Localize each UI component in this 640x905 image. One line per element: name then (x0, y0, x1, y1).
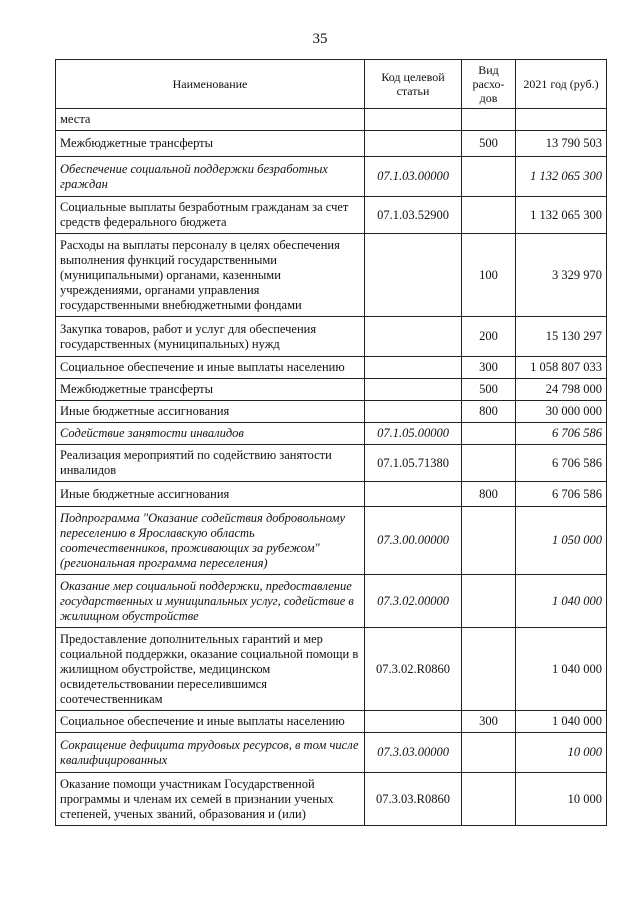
cell-name: Закупка товаров, работ и услуг для обеспечения государственных (муниципальных) нужд (56, 317, 365, 357)
cell-amount: 1 050 000 (516, 507, 607, 575)
table-row (56, 445, 607, 482)
cell-kind: 800 (462, 401, 516, 423)
cell-code: 07.3.02.00000 (365, 575, 462, 628)
table-row (56, 131, 607, 157)
cell-kind (462, 773, 516, 826)
table-row (56, 317, 607, 357)
cell-code: 07.1.05.71380 (365, 445, 462, 482)
cell-name: Иные бюджетные ассигнования (56, 401, 365, 423)
cell-amount: 1 040 000 (516, 628, 607, 711)
cell-code: 07.1.03.52900 (365, 197, 462, 234)
cell-amount: 1 132 065 300 (516, 197, 607, 234)
header-row (56, 60, 607, 109)
table-row (56, 401, 607, 423)
table-row (56, 628, 607, 711)
cell-amount: 6 706 586 (516, 482, 607, 507)
cell-kind (462, 575, 516, 628)
table-row (56, 423, 607, 445)
cell-code (365, 234, 462, 317)
cell-amount: 6 706 586 (516, 445, 607, 482)
cell-kind: 500 (462, 131, 516, 157)
cell-kind: 100 (462, 234, 516, 317)
cell-code (365, 711, 462, 733)
cell-amount: 1 040 000 (516, 575, 607, 628)
cell-name: Межбюджетные трансферты (56, 131, 365, 157)
table-row (56, 357, 607, 379)
table-row (56, 711, 607, 733)
cell-kind: 300 (462, 711, 516, 733)
cell-code: 07.1.05.00000 (365, 423, 462, 445)
cell-code (365, 401, 462, 423)
table-row (56, 197, 607, 234)
cell-amount: 1 132 065 300 (516, 157, 607, 197)
cell-code (365, 317, 462, 357)
cell-name: Расходы на выплаты персоналу в целях обеспечения выполнения функций государственными (муниципальными) органами, казенными учреждениями, органами управления государственными внебюджетными фондами (56, 234, 365, 317)
table-header (56, 60, 607, 109)
cell-name: Оказание помощи участникам Государственной программы и членам их семей в признании ученых степеней, ученых званий, образования и (или) (56, 773, 365, 826)
cell-code: 07.3.03.00000 (365, 733, 462, 773)
cell-kind (462, 628, 516, 711)
cell-amount: 3 329 970 (516, 234, 607, 317)
cell-amount: 30 000 000 (516, 401, 607, 423)
cell-amount: 1 058 807 033 (516, 357, 607, 379)
cell-kind (462, 733, 516, 773)
cell-name: Оказание мер социальной поддержки, предоставление государственных и муниципальных услуг, содействие в жилищном обустройстве (56, 575, 365, 628)
header-name: Наименование (56, 60, 365, 109)
table-row (56, 157, 607, 197)
header-amount: 2021 год (руб.) (516, 60, 607, 109)
cell-name: Социальное обеспечение и иные выплаты населению (56, 357, 365, 379)
header-code: Код целевой статьи (365, 60, 462, 109)
table-body (56, 109, 607, 826)
cell-amount: 1 040 000 (516, 711, 607, 733)
table-row (56, 507, 607, 575)
cell-kind (462, 157, 516, 197)
header-kind: Вид расхо-дов (462, 60, 516, 109)
table-row (56, 109, 607, 131)
cell-amount: 10 000 (516, 773, 607, 826)
cell-kind (462, 197, 516, 234)
cell-code (365, 357, 462, 379)
cell-kind (462, 507, 516, 575)
cell-kind: 800 (462, 482, 516, 507)
cell-kind (462, 423, 516, 445)
cell-name: Подпрограмма "Оказание содействия добровольному переселению в Ярославскую область соотечественников, проживающих за рубежом" (региональная программа переселения) (56, 507, 365, 575)
cell-amount: 6 706 586 (516, 423, 607, 445)
cell-name: Сокращение дефицита трудовых ресурсов, в том числе квалифицированных (56, 733, 365, 773)
cell-kind: 200 (462, 317, 516, 357)
cell-amount (516, 109, 607, 131)
cell-code (365, 379, 462, 401)
cell-name: Межбюджетные трансферты (56, 379, 365, 401)
cell-kind (462, 445, 516, 482)
cell-code (365, 482, 462, 507)
cell-code: 07.3.00.00000 (365, 507, 462, 575)
cell-name: Обеспечение социальной поддержки безработных граждан (56, 157, 365, 197)
cell-amount: 24 798 000 (516, 379, 607, 401)
cell-name: Реализация мероприятий по содействию занятости инвалидов (56, 445, 365, 482)
table-row (56, 482, 607, 507)
cell-kind (462, 109, 516, 131)
cell-amount: 10 000 (516, 733, 607, 773)
cell-code: 07.1.03.00000 (365, 157, 462, 197)
cell-name: Предоставление дополнительных гарантий и мер социальной поддержки, оказание социальной помощи в жилищном обустройстве, медицинском освидетельствовании переселившимся соотечественникам (56, 628, 365, 711)
page-number: 35 (312, 31, 328, 47)
cell-kind: 300 (462, 357, 516, 379)
table-row (56, 379, 607, 401)
table-row (56, 234, 607, 317)
cell-kind: 500 (462, 379, 516, 401)
table-row (56, 733, 607, 773)
cell-name: Иные бюджетные ассигнования (56, 482, 365, 507)
cell-code: 07.3.03.R0860 (365, 773, 462, 826)
table-row (56, 773, 607, 826)
cell-code: 07.3.02.R0860 (365, 628, 462, 711)
cell-code (365, 131, 462, 157)
cell-name: Содействие занятости инвалидов (56, 423, 365, 445)
cell-name: Социальные выплаты безработным гражданам за счет средств федерального бюджета (56, 197, 365, 234)
budget-table (55, 59, 607, 826)
table-row (56, 575, 607, 628)
cell-name: места (56, 109, 365, 131)
cell-name: Социальное обеспечение и иные выплаты населению (56, 711, 365, 733)
cell-amount: 15 130 297 (516, 317, 607, 357)
cell-amount: 13 790 503 (516, 131, 607, 157)
cell-code (365, 109, 462, 131)
